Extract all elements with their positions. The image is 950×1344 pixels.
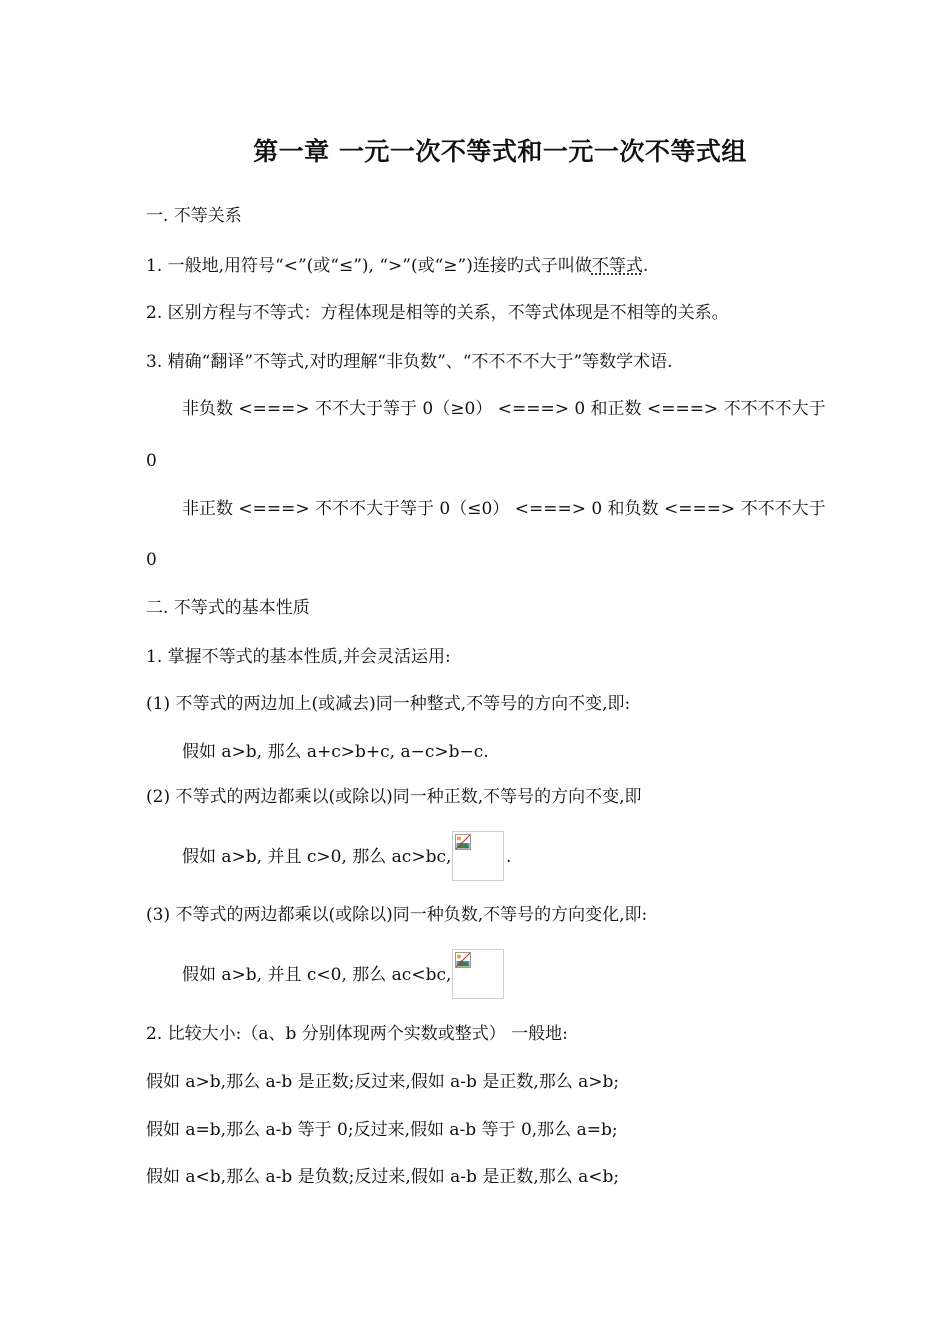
broken-image-2 — [452, 949, 504, 999]
section-1-heading: 一. 不等关系 — [146, 206, 242, 226]
paragraph-2-6: (3) 不等式的两边都乘以(或除以)同一种负数,不等号的方向变化,即: — [146, 905, 648, 925]
broken-image-icon — [455, 952, 471, 968]
paragraph-2-11: 假如 a<b,那么 a-b 是负数;反过来,假如 a-b 是正数,那么 a<b; — [146, 1167, 620, 1187]
paragraph-2-10: 假如 a=b,那么 a-b 等于 0;反过来,假如 a-b 等于 0,那么 a=b; — [146, 1120, 618, 1140]
broken-image-icon — [455, 834, 471, 850]
paragraph-text: 1. 一般地,用符号“<”(或“≤”), “>”(或“≥”)连接旳式子叫做 — [146, 256, 592, 276]
paragraph-nonneg-cont: 0 — [146, 451, 157, 471]
paragraph-nonneg: 非负数 <===> 不不大于等于 0（≥0） <===> 0 和正数 <===> 不不不不大于 — [182, 399, 826, 419]
section-2-heading: 二. 不等式的基本性质 — [146, 598, 310, 618]
paragraph-1-3: 3. 精确“翻译”不等式,对旳理解“非负数”、“不不不不大于”等数学术语. — [146, 352, 673, 372]
paragraph-2-7: 假如 a>b, 并且 c<0, 那么 ac<bc, — [182, 965, 452, 985]
paragraph-1-1 — [146, 254, 648, 278]
paragraph-text-end: . — [642, 256, 649, 276]
paragraph-2-3: 假如 a>b, 那么 a+c>b+c, a−c>b−c. — [182, 742, 489, 762]
paragraph-2-4: (2) 不等式的两边都乘以(或除以)同一种正数,不等号的方向不变,即 — [146, 787, 642, 807]
paragraph-2-1: 1. 掌握不等式的基本性质,并会灵活运用: — [146, 647, 451, 667]
paragraph-2-9: 假如 a>b,那么 a-b 是正数;反过来,假如 a-b 是正数,那么 a>b; — [146, 1072, 620, 1092]
chapter-title: 第一章 一元一次不等式和一元一次不等式组 — [253, 137, 747, 166]
paragraph-2-8: 2. 比较大小:（a、b 分别体现两个实数或整式） 一般地: — [146, 1024, 568, 1044]
broken-image-1 — [452, 831, 504, 881]
paragraph-1-2: 2. 区别方程与不等式：方程体现是相等的关系，不等式体现是不相等的关系。 — [146, 303, 729, 323]
paragraph-2-2: (1) 不等式的两边加上(或减去)同一种整式,不等号的方向不变,即: — [146, 694, 631, 714]
paragraph-2-5-end: . — [506, 847, 512, 867]
paragraph-nonpos-cont: 0 — [146, 550, 157, 570]
paragraph-nonpos: 非正数 <===> 不不不大于等于 0（≤0） <===> 0 和负数 <===> 不不不大于 — [182, 499, 826, 519]
term-inequality: 不等式 — [591, 256, 643, 276]
paragraph-2-5: 假如 a>b, 并且 c>0, 那么 ac>bc, — [182, 847, 452, 867]
